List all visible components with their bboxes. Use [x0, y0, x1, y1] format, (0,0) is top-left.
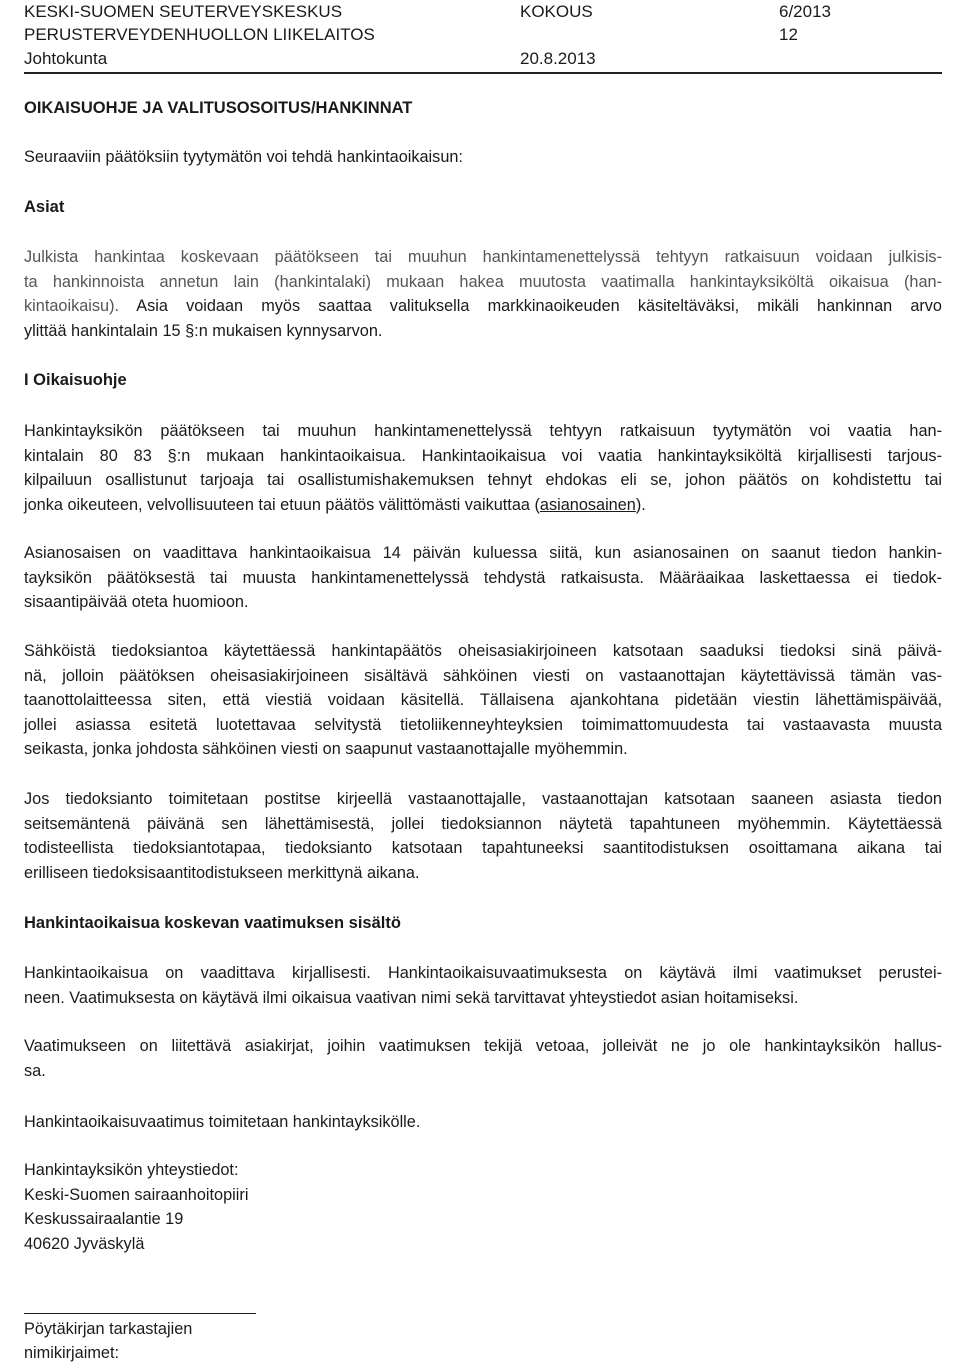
text-line: Hankintaoikaisua on vaadittava kirjallisesti. Hankintaoikaisuvaatimuksesta on käytävä ilmi vaatimukset perustei- — [24, 964, 942, 982]
contact-line: 40620 Jyväskylä — [24, 1234, 145, 1253]
text-part: ). — [635, 495, 646, 514]
contact-block — [24, 1158, 942, 1256]
text-line: tayksikön päätöksestä tai muusta hankintamenettelyssä tehdystä ratkaisusta. Määräaikaa laskettaessa ei tiedok- — [24, 568, 942, 587]
header-meeting-no: 6/2013 — [779, 2, 831, 21]
text-line: nä, jolloin päätöksen oheisasiakirjoineen sisältävä sähköinen viesti on vastaanottajan käytettävissä tämän vas- — [24, 666, 942, 685]
text-line: kintalain 80 83 §:n mukaan hankintaoikaisua. Hankintaoikaisua voi vaatia hankintayksiköltä kirjallisesti tarjous- — [24, 446, 942, 465]
text-line: erilliseen tiedoksisaantitodistukseen merkittynä aikana. — [24, 863, 420, 882]
asiat-line: Julkista hankintaa koskevaan päätökseen tai muuhun hankintamenettelyssä tehtyyn ratkaisuun voidaan julkisis- — [24, 248, 942, 266]
header-body: Johtokunta — [24, 49, 108, 68]
header-org: KESKI-SUOMEN SEUTERVEYSKESKUS — [24, 2, 343, 21]
requirement-paragraph — [24, 961, 942, 1010]
footer-line-1: Pöytäkirjan tarkastajien — [24, 1320, 193, 1338]
header-unit: PERUSTERVEYDENHUOLLON LIIKELAITOS — [24, 25, 375, 44]
text-line: Hankintayksikön päätökseen tai muuhun hankintamenettelyssä tehtyyn ratkaisuun tyytymätön voi vaatia han- — [24, 422, 942, 440]
text-line — [24, 493, 942, 518]
intro-text: Seuraaviin päätöksiin tyytymätön voi tehdä hankintaoikaisun: — [24, 148, 463, 166]
submission-paragraph — [24, 1110, 942, 1135]
header-meeting-label: KOKOUS — [520, 2, 593, 21]
contact-line: Keski-Suomen sairaanhoitopiiri — [24, 1185, 249, 1204]
text-line: seikasta, jonka johdosta sähköinen viesti on saapunut vastaanottajalle myöhemmin. — [24, 740, 628, 759]
asianosainen-term: asianosainen — [539, 495, 636, 514]
electronic-notice-paragraph — [24, 639, 942, 762]
contact-line: Keskussairaalantie 19 — [24, 1210, 184, 1229]
footer-line-2: nimikirjaimet: — [24, 1344, 119, 1362]
text-line: neen. Vaatimuksesta on käytävä ilmi oikaisua vaativan nimi sekä tarvittavat yhteystiedot asian hoitamiseksi. — [24, 988, 799, 1007]
header-rule — [24, 72, 942, 74]
asiat-paragraph — [24, 245, 942, 343]
text-line: sisaantipäivää oteta huomioon. — [24, 593, 249, 612]
text-line: Vaatimukseen on liitettävä asiakirjat, joihin vaatimuksen tekijä vetoaa, jolleivät ne jo ole hankintayksikön hallus- — [24, 1037, 942, 1055]
oikaisuohje-heading: I Oikaisuohje — [24, 371, 127, 389]
asiat-heading: Asiat — [24, 198, 65, 216]
header-page-number: 12 — [779, 25, 798, 44]
text-line: Jos tiedoksianto toimitetaan postitse kirjeellä vastaanottajalle, vastaanottajan katsotaan saaneen asiasta tiedon — [24, 790, 942, 808]
asiat-line: ylittää hankintalain 15 §:n mukaisen kynnysarvon. — [24, 321, 383, 340]
oikaisuohje-paragraph — [24, 419, 942, 517]
postal-notice-paragraph — [24, 787, 942, 885]
asiat-line-part: Asia voidaan myös saattaa valituksella markkinaoikeuden käsiteltäväksi, mikäli hankinnan arvo — [119, 297, 942, 316]
deadline-paragraph — [24, 541, 942, 615]
text-line: Hankintaoikaisuvaatimus toimitetaan hankintayksikölle. — [24, 1113, 421, 1131]
text-part: jonka oikeuteen, velvollisuuteen tai etuun päätös välittömästi vaikuttaa ( — [24, 495, 540, 514]
contact-line: Hankintayksikön yhteystiedot: — [24, 1161, 239, 1179]
footer-rule — [24, 1313, 256, 1314]
attachments-paragraph — [24, 1034, 942, 1083]
header-date: 20.8.2013 — [520, 49, 596, 68]
text-line: taanottolaitteessa siten, että viestiä voidaan käsitellä. Tällaisena ajankohtana pidetään viestin lähettämispäivää, — [24, 691, 942, 710]
asiat-line: ta hankinnoista annetun lain (hankintalaki) mukaan hakea muutosta vaatimalla hankintayksiköltä oikaisua (han- — [24, 272, 942, 291]
text-line: Sähköistä tiedoksiantoa käytettäessä hankintapäätös oheisasiakirjoineen katsotaan saaduksi tiedoksi sinä päivä- — [24, 642, 942, 660]
text-line: kilpailuun osallistunut tarjoaja tai osallistumishakemuksen tehnyt ehdokas eli se, johon päätös on kohdistettu tai — [24, 471, 942, 490]
asiat-line-part: kintaoikaisu). — [24, 297, 120, 316]
text-line: Asianosaisen on vaadittava hankintaoikaisua 14 päivän kuluessa siitä, kun asianosainen on saanut tiedon hankin- — [24, 544, 942, 562]
vaatimus-heading: Hankintaoikaisua koskevan vaatimuksen sisältö — [24, 914, 401, 932]
text-line: todisteellista tiedoksiantotapaa, tiedoksianto katsotaan tapahtuneeksi saantitodistuksen osoittamana aikana tai — [24, 839, 942, 858]
text-line: jollei asiassa esitetä luotettavaa selvitystä tietoliikenneyhteyksien toimimattomuudesta tai vastaavasta muusta — [24, 715, 942, 734]
text-line: sa. — [24, 1061, 46, 1080]
text-line: seitsemäntenä päivänä sen lähettämisestä, jollei tiedoksiannon näytetä tapahtuneen myöhemmin. Käytettäessä — [24, 814, 942, 833]
document-title: OIKAISUOHJE JA VALITUSOSOITUS/HANKINNAT — [24, 99, 413, 117]
asiat-line — [24, 294, 942, 319]
